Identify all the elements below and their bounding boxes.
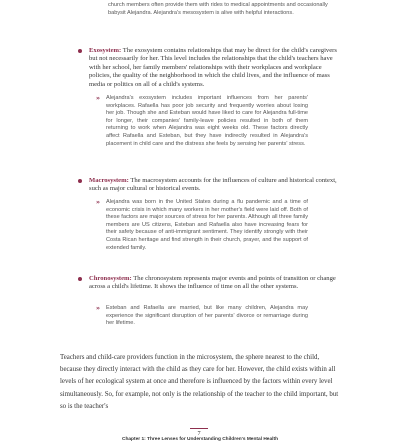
section-text: The macrosystem accounts for the influences of culture and historical context, such as major cultural or historical events.: [89, 177, 337, 193]
running-footer: Chapter 1: Three Lenses for Understanding Children's Mental Health: [122, 437, 278, 442]
section-term: Exosystem:: [89, 47, 122, 54]
body-paragraph: Teachers and child-care providers function in the microsystem, the sphere nearest to the child, because they directly interact with the child as they care for her. However, the child exists within all levels of her ecological system at once and therefore is influenced by the factors within every level simultaneously. So, for example, not only is the relationship of the teacher to the child important, but so is the teacher's: [60, 354, 339, 410]
example-text: Alejandra's exosystem includes important influences from her parents' workplaces. Rafaella has poor job security and frequently worries about losing her job. Though she and Esteban would have liked to care for Alejandra full-time for longer, their companies' family-leave policies resulted in both of them returning to work when Alejandra was eight weeks old. These factors directly affect Rafaella and Esteban, but they have indirectly resulted in Alejandra's placement in child care and the distress she feels by sensing her parents' stress.: [106, 95, 308, 147]
section-definition: [89, 275, 337, 292]
section-definition: [89, 177, 337, 194]
section-text: The exosystem contains relationships that may be direct for the child's caregivers but not necessarily for her. This level includes the relationships that the child's teachers have with her school, her family members' relationships with their workplaces and workplace policies, the quality of the neighborhood in which the child lives, and the influence of mass media or politics on all of a child's systems.: [89, 47, 337, 88]
continuation-text: church members often provide them with rides to medical appointments and occasionally babysit Alejandra. Alejandra's mesosystem is alive with helpful interactions.: [108, 2, 328, 16]
example-text: Alejandra was born in the United States during a flu pandemic and a time of economic crisis in which many workers in her mother's field were laid off. Both of these factors are major sources of stress for her parents. Although all three family members are US citizens, Esteban and Rafaella also have increasing fears for their safety because of anti-immigrant sentiment. They identify strongly with their Costa Rican heritage and find strength in their church, prayer, and the support of extended family.: [106, 199, 308, 251]
bullet-icon: [78, 277, 82, 281]
bullet-icon: [78, 179, 82, 183]
page-number: 7: [190, 428, 208, 437]
section-text: The chronosystem represents major events and points of transition or change across a child's lifetime. It shows the influence of time on all the other systems.: [89, 275, 336, 291]
bullet-icon: [78, 49, 82, 53]
example-text: Esteban and Rafaella are married, but like many children, Alejandra may experience the significant disruption of her parents' divorce or remarriage during her lifetime.: [106, 305, 308, 327]
section-definition: [89, 47, 337, 89]
section-term: Macrosystem:: [89, 177, 129, 184]
chevron-right-icon: ››: [96, 305, 99, 312]
section-term: Chronosystem:: [89, 275, 132, 282]
chevron-right-icon: ››: [96, 95, 99, 102]
chevron-right-icon: ››: [96, 199, 99, 206]
